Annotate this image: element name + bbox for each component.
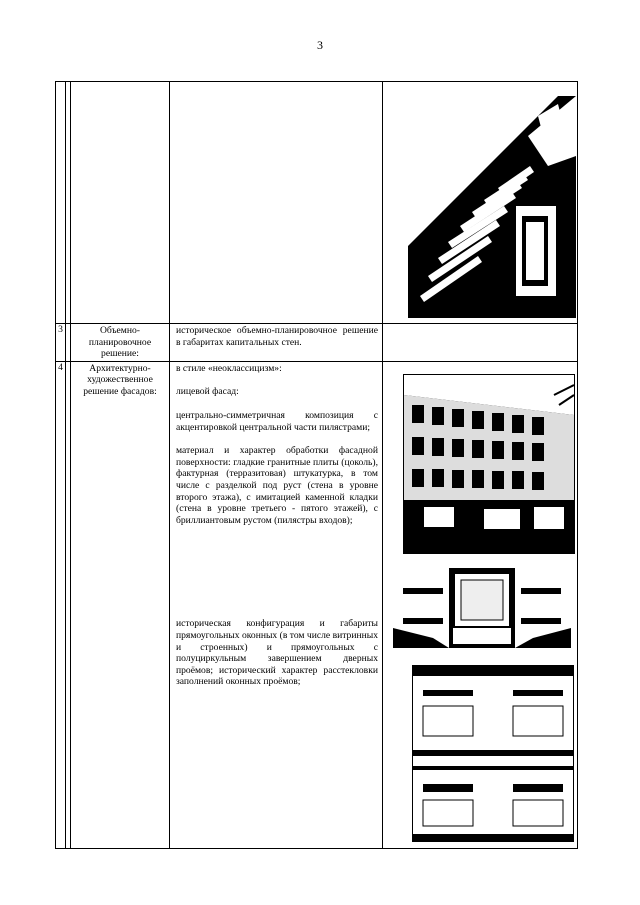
windows-image — [413, 666, 573, 841]
facade-staircase-image — [408, 96, 576, 318]
description-paragraph: центрально-симметричная композиция с акцентировкой центральной части пилястрами; — [176, 409, 378, 433]
description-paragraph: материал и характер обработки фасадной поверхности: гладкие гранитные плиты (цоколь), фактурная (терразитовая) штукатурка, в том числе с разделкой под руст (стена в уровне второго этажа), с имитацией каменной кладки (стена в уровне третьего - пятого этажей), с бриллиантовым рустом (пилястры входов); — [176, 445, 378, 526]
row-name — [71, 82, 170, 324]
description-paragraph: историческая конфигурация и габариты прямоугольных оконных (в том числе витринных и строенных) и прямоугольных с полуциркульным завершением дверных проёмов; исторический характер расстекловки заполнений оконных проёмов; — [176, 618, 378, 688]
windows-photo — [412, 665, 574, 842]
description-paragraph: лицевой фасад: — [176, 386, 239, 398]
facade-street-image — [404, 375, 574, 553]
table-row — [56, 324, 578, 362]
page-number: 3 — [317, 38, 323, 52]
entrance-image — [393, 568, 571, 648]
facade-staircase-photo — [408, 96, 576, 318]
row-name — [71, 361, 170, 848]
row-number: 3 — [56, 324, 66, 362]
row-description — [170, 324, 383, 362]
row-number: 4 — [56, 361, 66, 848]
description-paragraph: историческое объемно-планировочное решение в габаритах капитальных стен. — [176, 325, 378, 348]
entrance-photo — [393, 568, 571, 648]
row-number — [56, 82, 66, 324]
row-description — [170, 361, 383, 848]
row-photo-cell — [383, 324, 578, 362]
facade-street-photo — [403, 374, 575, 554]
description-paragraph: в стиле «неоклассицизм»: — [176, 362, 282, 374]
row-name-text: Объемно-планировочное решение: — [88, 325, 152, 360]
row-description — [170, 82, 383, 324]
row-name-text: Архитектурно-художественное решение фасадов: — [83, 362, 157, 397]
row-name — [71, 324, 170, 362]
